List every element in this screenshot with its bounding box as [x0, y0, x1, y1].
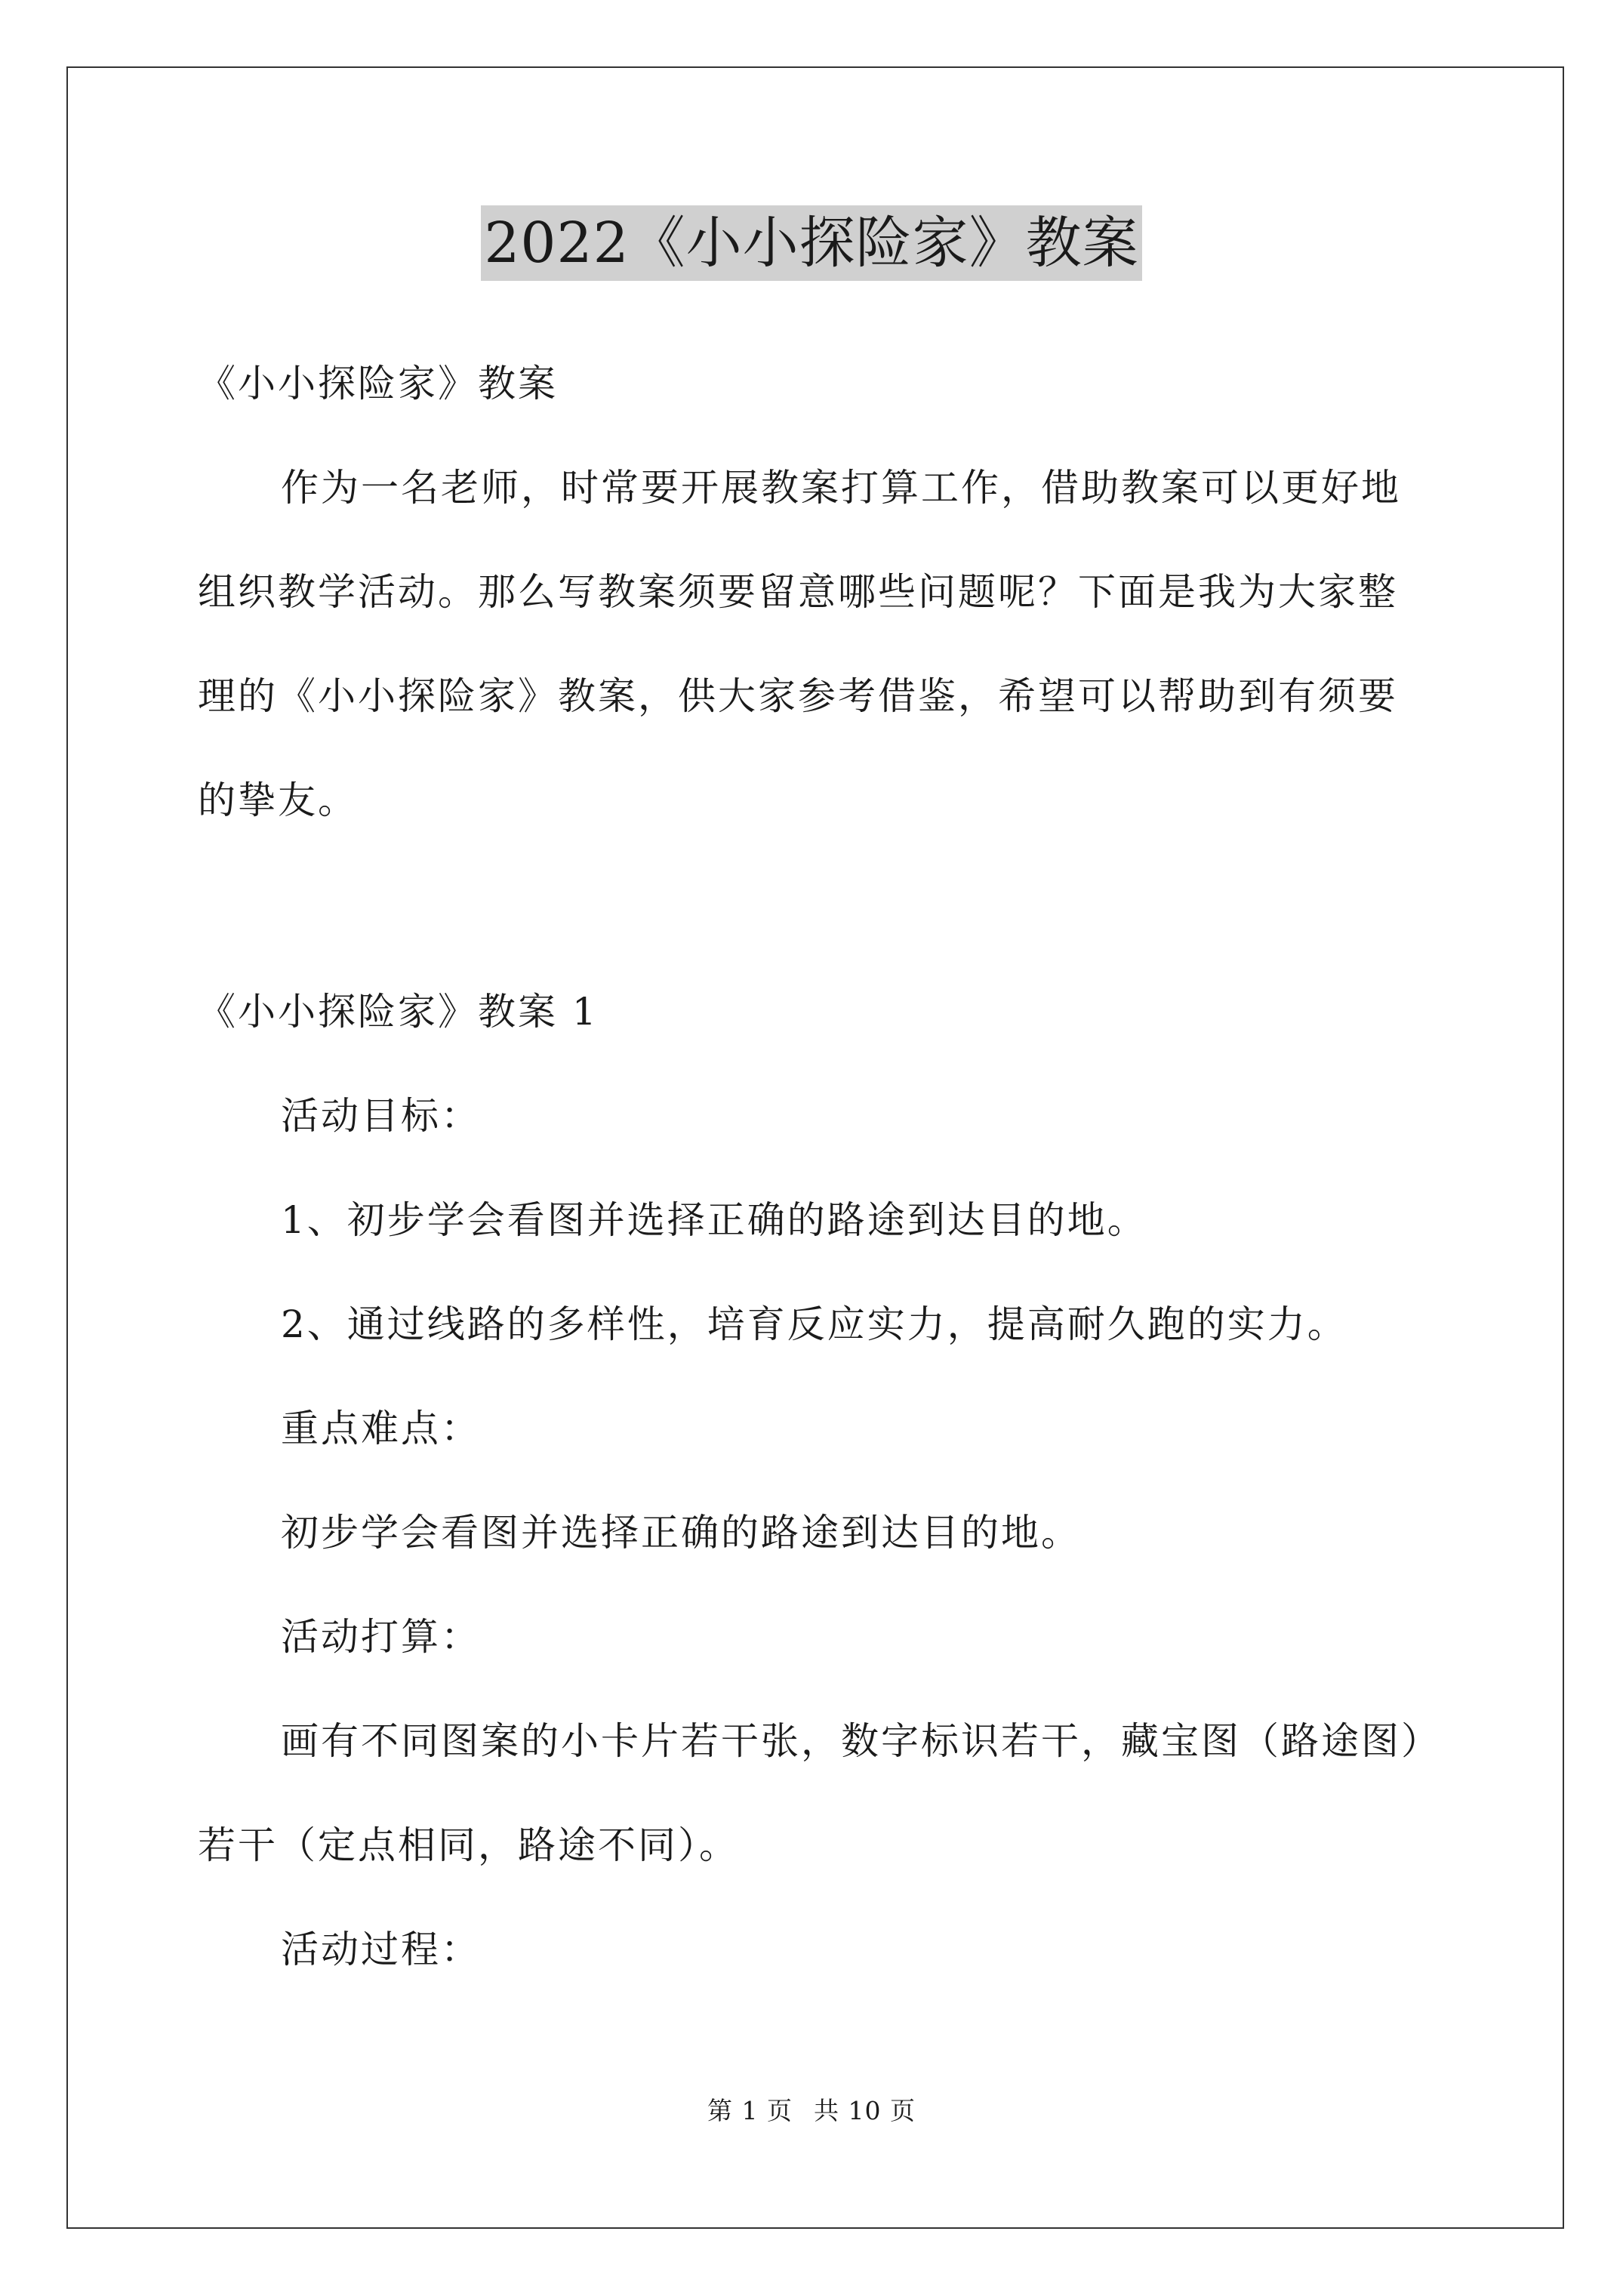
key-points-label: 重点难点：: [281, 1407, 481, 1450]
intro-line-4: 的挚友。: [198, 778, 358, 822]
intro-line-3: 理的《小小探险家》教案，供大家参考借鉴，希望可以帮助到有须要: [198, 674, 1398, 718]
goals-label: 活动目标：: [281, 1094, 481, 1138]
goal-item-2: 2、通过线路的多样性，培育反应实力，提高耐久跑的实力。: [281, 1302, 1347, 1346]
prep-line-2: 若干（定点相同，路途不同）。: [198, 1823, 739, 1867]
page-number-total: 共 10 页: [814, 2096, 916, 2125]
title-container: [0, 205, 1623, 281]
document-subtitle: 《小小探险家》教案: [198, 362, 558, 405]
section-heading: 《小小探险家》教案 1: [198, 990, 599, 1034]
goal-item-1: 1、初步学会看图并选择正确的路途到达目的地。: [281, 1198, 1147, 1242]
key-points-text: 初步学会看图并选择正确的路途到达目的地。: [281, 1511, 1081, 1555]
prep-label: 活动打算：: [281, 1615, 481, 1659]
intro-line-1: 作为一名老师，时常要开展教案打算工作，借助教案可以更好地: [281, 466, 1401, 510]
page-number-current: 第 1 页: [707, 2096, 793, 2125]
process-label: 活动过程：: [281, 1928, 481, 1971]
page-footer: [0, 2096, 1623, 2126]
document-title: 2022《小小探险家》教案: [481, 205, 1141, 281]
intro-line-2: 组织教学活动。那么写教案须要留意哪些问题呢？下面是我为大家整: [198, 570, 1398, 614]
prep-line-1: 画有不同图案的小卡片若干张，数字标识若干，藏宝图（路途图）: [281, 1719, 1441, 1763]
